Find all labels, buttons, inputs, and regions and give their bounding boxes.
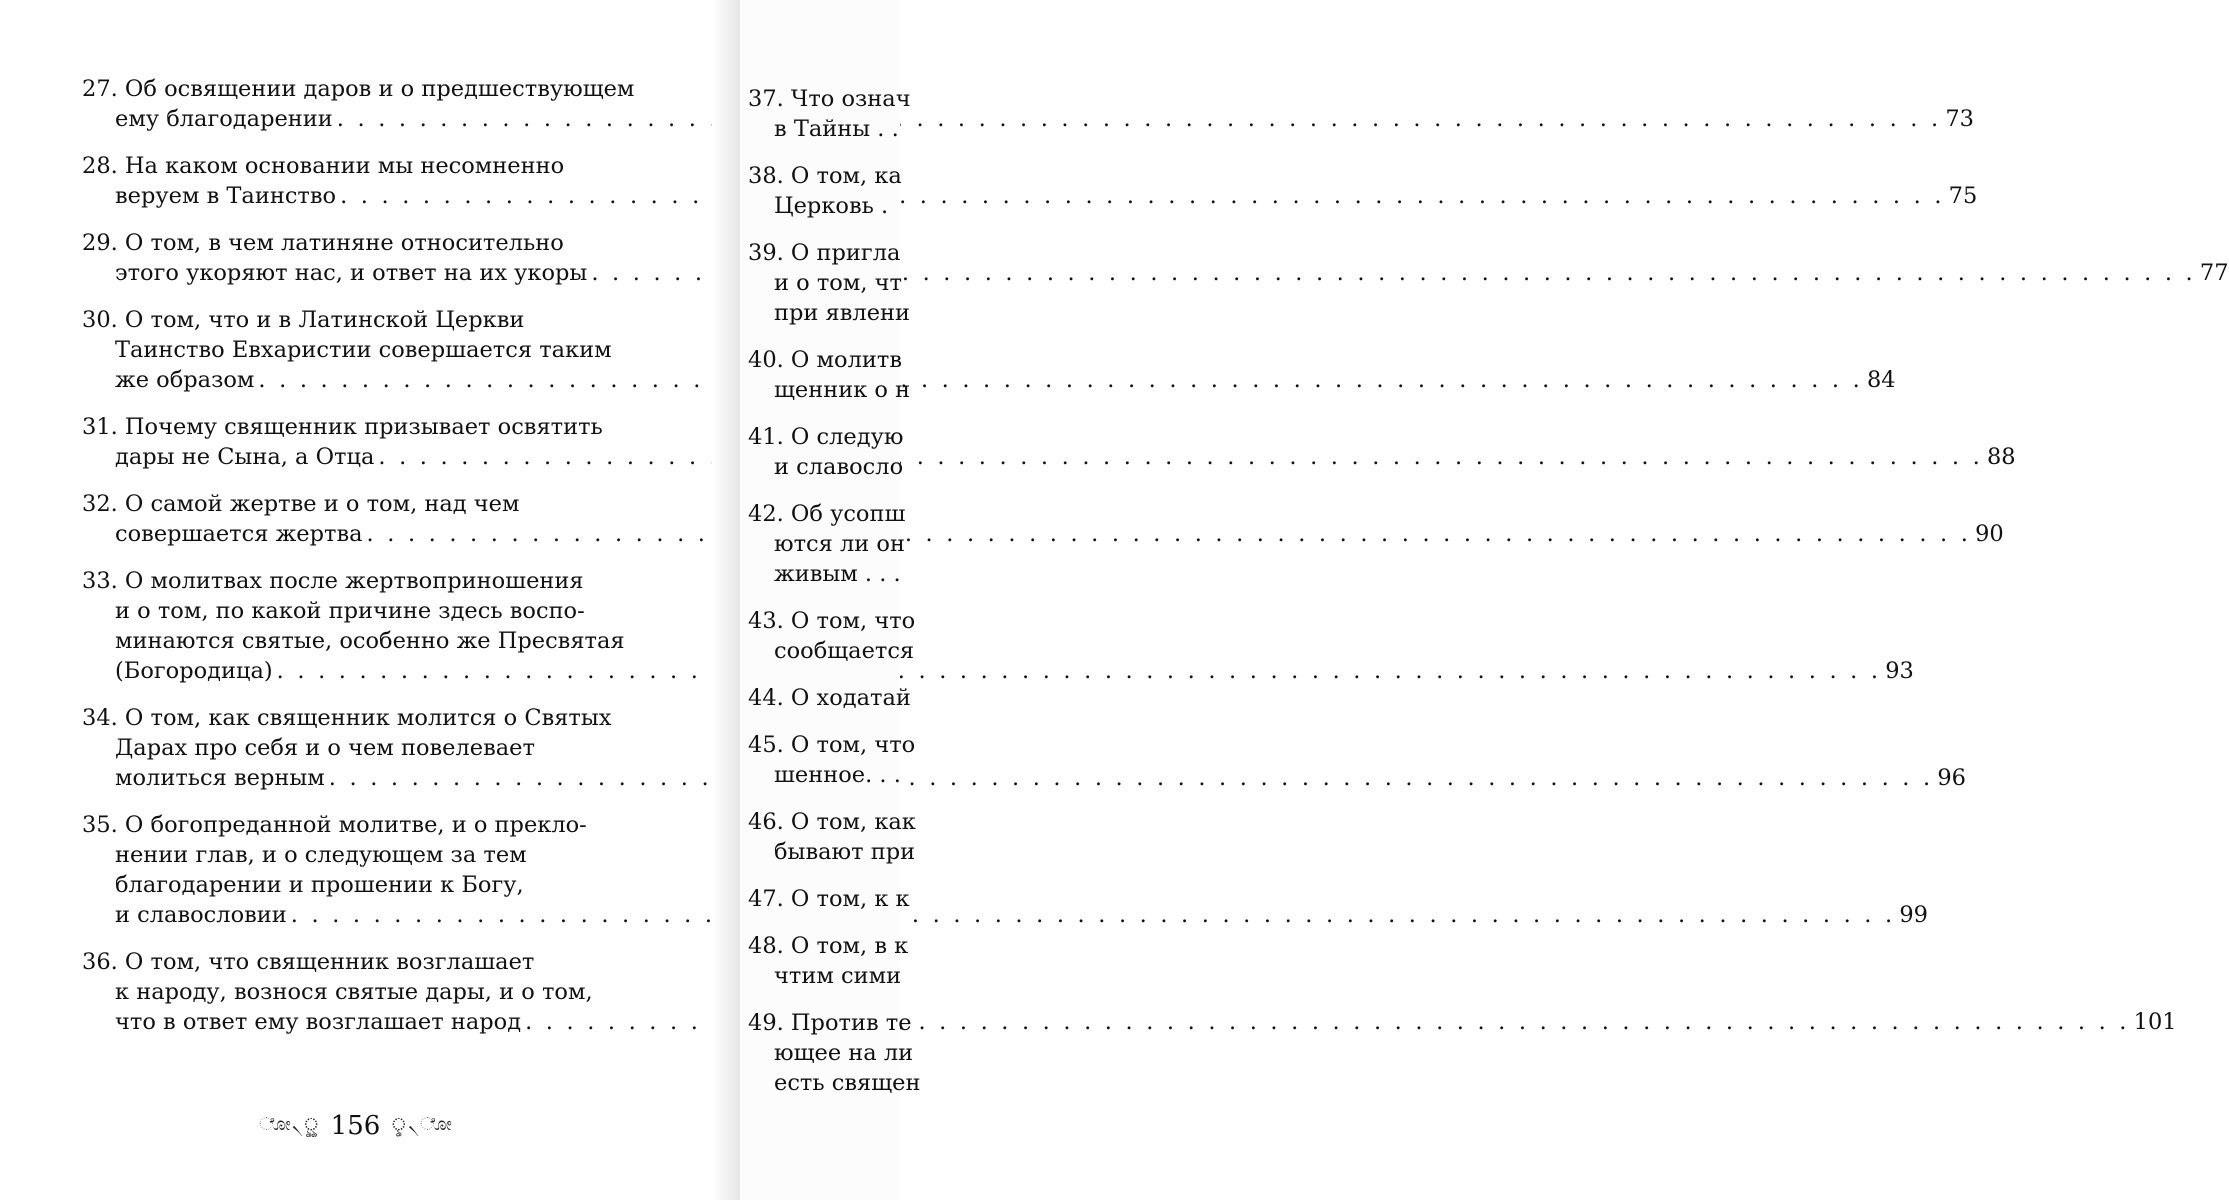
toc-entry-line: ются ли он xyxy=(774,531,905,557)
toc-page-number: 99 xyxy=(1899,902,1928,928)
toc-entry xyxy=(748,1008,1008,1098)
toc-entry-line: 39. О пригла xyxy=(748,240,901,266)
toc-entry-line: 49. Против те xyxy=(748,1010,912,1036)
toc-entry-line: ющее на ли xyxy=(774,1040,914,1066)
toc-entry-line: 48. О том, в к xyxy=(748,933,909,959)
ornament-right: ৢ৲ೋ xyxy=(390,1114,453,1135)
toc-entry-text: (Богородица) xyxy=(115,658,273,684)
toc-page-number: 101 xyxy=(2133,1009,2177,1035)
dot-leader xyxy=(258,365,1863,395)
toc-entry-line: 37. Что означ xyxy=(748,86,911,112)
page-number: 156 xyxy=(330,1110,381,1141)
dot-leader xyxy=(337,104,1942,134)
toc-entry-line: 33. О молитвах после жертвоприношения xyxy=(82,568,584,594)
toc-entry-line: и о том, по какой причине здесь воспо- xyxy=(115,598,585,624)
toc-entry-line: 31. Почему священник призывает освятить xyxy=(82,414,603,440)
toc-entry-text: же образом xyxy=(115,367,255,393)
toc-entry-line: сообщается xyxy=(774,638,915,664)
toc-entry-line: 35. О богопреданной молитве, и о прекло- xyxy=(82,812,587,838)
toc-entry-line: нении глав, и о следующем за тем xyxy=(115,842,527,868)
toc-entry xyxy=(748,84,1008,144)
toc-entry-text: молиться верным xyxy=(115,765,325,791)
toc-entry-text: дары не Сына, а Отца xyxy=(115,444,375,470)
toc-entry-line: 46. О том, как xyxy=(748,809,916,835)
toc-entry-line: есть священ xyxy=(774,1070,921,1096)
toc-entry-last-line xyxy=(82,656,1914,686)
dot-leader xyxy=(367,519,1972,549)
book-gutter xyxy=(712,0,740,1200)
toc-entry-line: 40. О молитв xyxy=(748,347,902,373)
toc-page-number: 77 xyxy=(2199,260,2229,286)
toc-entry-line: 45. О том, что xyxy=(748,732,916,758)
toc-entry-line: 27. Об освящении даров и о предшествующем xyxy=(82,76,635,102)
toc-entry xyxy=(748,422,1008,482)
toc-entry-line: 44. О ходатай xyxy=(748,685,911,711)
toc-entry-line: Церковь . xyxy=(774,193,889,219)
toc-entry xyxy=(748,606,1008,666)
toc-entry xyxy=(748,238,1008,328)
toc-entry-line: щенник о н xyxy=(774,377,911,403)
toc-page-number: 96 xyxy=(1937,765,1966,791)
toc-entry-line: 38. О том, ка xyxy=(748,163,902,189)
toc-entry xyxy=(748,931,1008,991)
toc-entry-line: 43. О том, что xyxy=(748,608,916,634)
toc-entry-text: веруем в Таинство xyxy=(115,183,337,209)
toc-entry-text: этого укоряют нас, и ответ на их укоры xyxy=(115,260,588,286)
ornament-left: ೋ৲ৣ xyxy=(259,1114,321,1135)
toc-page-number: 90 xyxy=(1975,521,2004,547)
toc-entry-line: в Тайны . . xyxy=(774,116,899,142)
toc-entry-line: Таинство Евхаристии совершается таким xyxy=(115,337,612,363)
toc-entry-line: и славосло xyxy=(774,454,904,480)
toc-entry-line: 42. Об усопш xyxy=(748,501,906,527)
toc-entry xyxy=(748,499,1008,589)
toc-entry-line: 32. О самой жертве и о том, над чем xyxy=(82,491,520,517)
toc-entry-line: 47. О том, к к xyxy=(748,886,910,912)
toc-entry xyxy=(748,345,1008,405)
toc-entry-line: 29. О том, в чем латиняне относительно xyxy=(82,230,564,256)
dot-leader xyxy=(378,442,1983,472)
toc-page-number: 84 xyxy=(1866,367,1896,393)
toc-entry-text: ему благодарении xyxy=(115,106,333,132)
toc-entry xyxy=(748,884,1008,914)
toc-entry xyxy=(748,683,1008,713)
toc-entry xyxy=(748,807,1008,867)
toc-entry-line: 34. О том, как священник молится о Святых xyxy=(82,705,612,731)
toc-entry-text: и славословии xyxy=(115,902,287,928)
toc-entry-last-line xyxy=(82,900,1928,930)
toc-entry-line: минаются святые, особенно же Пресвятая xyxy=(115,628,625,654)
toc-entry-line: 36. О том, что священник возглашает xyxy=(82,949,535,975)
toc-entry-line: 28. На каком основании мы несомненно xyxy=(82,153,565,179)
toc-entry-line: шенное. . . xyxy=(774,762,901,788)
toc-entry-line: живым . . . xyxy=(774,561,901,587)
toc-page-number: 88 xyxy=(1986,444,2016,470)
dot-leader xyxy=(340,181,1945,211)
toc-entry-line: Дарах про себя и о чем повелевает xyxy=(115,735,535,761)
toc-entry-line: и о том, чт xyxy=(774,270,902,296)
toc-page-number: 93 xyxy=(1885,658,1914,684)
toc-entry xyxy=(748,730,1008,790)
page-footer xyxy=(0,1110,712,1141)
toc-page-number: 73 xyxy=(1945,106,1974,132)
toc-entry-line: 30. О том, что и в Латинской Церкви xyxy=(82,307,525,333)
toc-page-number: 75 xyxy=(1948,183,1978,209)
toc-entry-line: чтим сими xyxy=(774,963,902,989)
right-page xyxy=(740,0,921,1200)
toc-entry-line: к народу, вознося святые дары, и о том, xyxy=(115,979,593,1005)
toc-entry-text: совершается жертва xyxy=(115,521,363,547)
dot-leader xyxy=(277,656,1882,686)
dot-leader xyxy=(329,763,1934,793)
toc-entry-line: бывают при xyxy=(774,839,916,865)
toc-entry-line: 41. О следую xyxy=(748,424,904,450)
dot-leader xyxy=(291,900,1896,930)
toc-entry xyxy=(748,161,1008,221)
toc-entry-line: благодарении и прошении к Богу, xyxy=(115,872,524,898)
table-of-contents-continued xyxy=(748,84,1008,1115)
toc-entry-text: что в ответ ему возглашает народ xyxy=(115,1009,522,1035)
toc-entry-line: при явлени xyxy=(774,300,911,326)
